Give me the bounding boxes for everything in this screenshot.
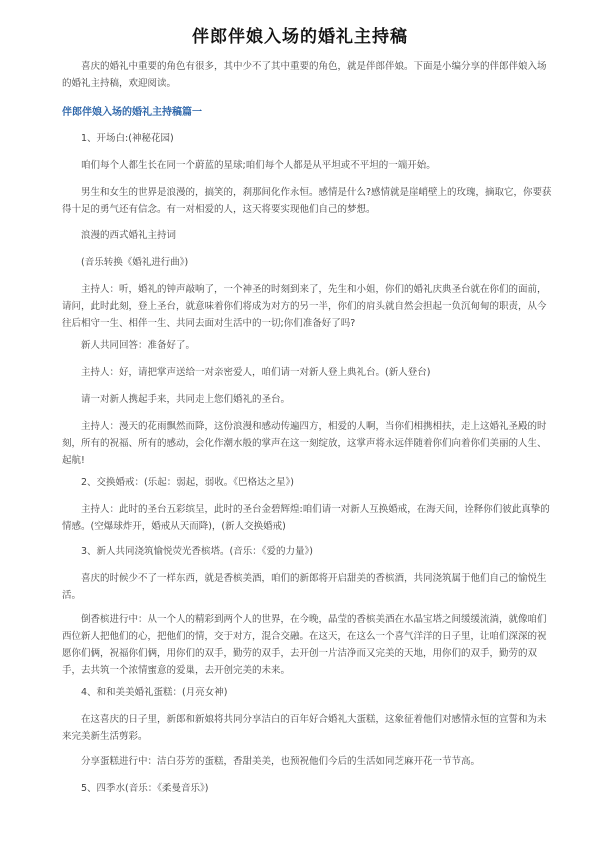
paragraph-13: 3、新人共同浇筑愉悦荧光香槟塔。(音乐：《爱的力量》) xyxy=(81,546,313,557)
paragraph-4: 浪漫的西式婚礼主持词 xyxy=(81,230,177,241)
paragraph-12: 主持人：此时的圣台五彩缤呈，此时的圣台金碧辉煌:咱们请一对新人互换婚戒，在海天间，诠释你们彼此真挚的情感。(空爆球炸开，婚戒从天而降)，(新人交换婚戒) xyxy=(62,504,550,532)
paragraph-1: 1、开场白:(神秘花园) xyxy=(81,133,174,144)
paragraph-18: 分享蛋糕进行中：洁白芬芳的蛋糕，香甜美美，也预祝他们今后的生活如同芝麻开花一节节高。 xyxy=(81,756,481,767)
paragraph-19: 5、四季水(音乐：《柔曼音乐》) xyxy=(81,783,209,794)
paragraph-6: 主持人：听，婚礼的钟声敲响了，一个神圣的时刻到来了，先生和小姐，你们的婚礼庆典圣台就在你们的面前，请问，此时此刻，登上圣台，就意味着你们将成为对方的另一半，你们的肩头就自然会担起一负沉甸甸的职责，从今往后相守一生、相伴一生、共同去面对生活中的一切;你们准备好了吗? xyxy=(62,284,547,329)
paragraph-15: 倒香槟进行中：从一个人的精彩到两个人的世界，在今晚，晶莹的香槟美酒在水晶宝塔之间缓缓流淌，就像咱们西位新人把他们的心，把他们的情，交于对方，混合交融。在这天，在这么一个喜气洋洋的日子里，让咱们深深的祝愿你们俩，祝福你们俩，用你们的双手，勤劳的双手，去开创一片洁净而又完美的天地，用你们的双手，勤劳的双手，去共筑一个浓情蜜意的爱巢，去开创完美的未来。 xyxy=(62,614,547,676)
intro-paragraph: 喜庆的婚礼中重要的角色有很多，其中少不了其中重要的角色，就是伴郎伴娘。下面是小编分享的伴郎伴娘入场的婚礼主持稿，欢迎阅读。 xyxy=(62,61,547,89)
paragraph-14: 喜庆的时候少不了一样东西，就是香槟美酒，咱们的新郎将开启甜美的香槟酒，共同浇筑属于他们自己的愉悦生活。 xyxy=(62,573,547,601)
paragraph-16: 4、和和美美婚礼蛋糕：(月亮女神) xyxy=(81,687,228,698)
page-title: 伴郎伴娘入场的婚礼主持稿 xyxy=(192,27,408,47)
paragraph-3: 男生和女生的世界是浪漫的，搞笑的，刹那间化作永恒。感情是什么?感情就是崖峭壁上的玫瑰，摘取它，你要获得十足的勇气还有信念。有一对相爱的人，这天将要实现他们自己的梦想。 xyxy=(62,187,552,215)
paragraph-7: 新人共同回答：准备好了。 xyxy=(81,340,196,351)
paragraph-9: 请一对新人携起手来，共同走上您们婚礼的圣台。 xyxy=(81,394,291,405)
paragraph-10: 主持人：漫天的花雨飘然而降，这份浪漫和感动传遍四方，相爱的人啊，当你们相携相扶，走上这婚礼圣殿的时刻，所有的祝福、所有的感动，会化作潮水般的掌声在这一刻绽放，这掌声将永远伴随着你们向着你们美丽的人生、起航! xyxy=(62,421,547,466)
paragraph-5: (音乐转换《婚礼进行曲》) xyxy=(81,257,189,268)
paragraph-17: 在这喜庆的日子里，新郎和新娘将共同分享洁白的百年好合婚礼大蛋糕，这象征着他们对感情永恒的宣誓和为未来完美新生活剪彩。 xyxy=(62,714,547,742)
paragraph-8: 主持人：好，请把掌声送给一对亲密爱人，咱们请一对新人登上典礼台。(新人登台) xyxy=(81,367,431,378)
paragraph-2: 咱们每个人都生长在同一个蔚蓝的星球;咱们每个人都是从平坦或不平坦的一端开始。 xyxy=(81,160,436,171)
section-heading: 伴郎伴娘入场的婚礼主持稿篇一 xyxy=(62,107,202,118)
paragraph-11: 2、交换婚戒：(乐起：弱起，弱收。《巴格达之星》) xyxy=(81,477,294,488)
